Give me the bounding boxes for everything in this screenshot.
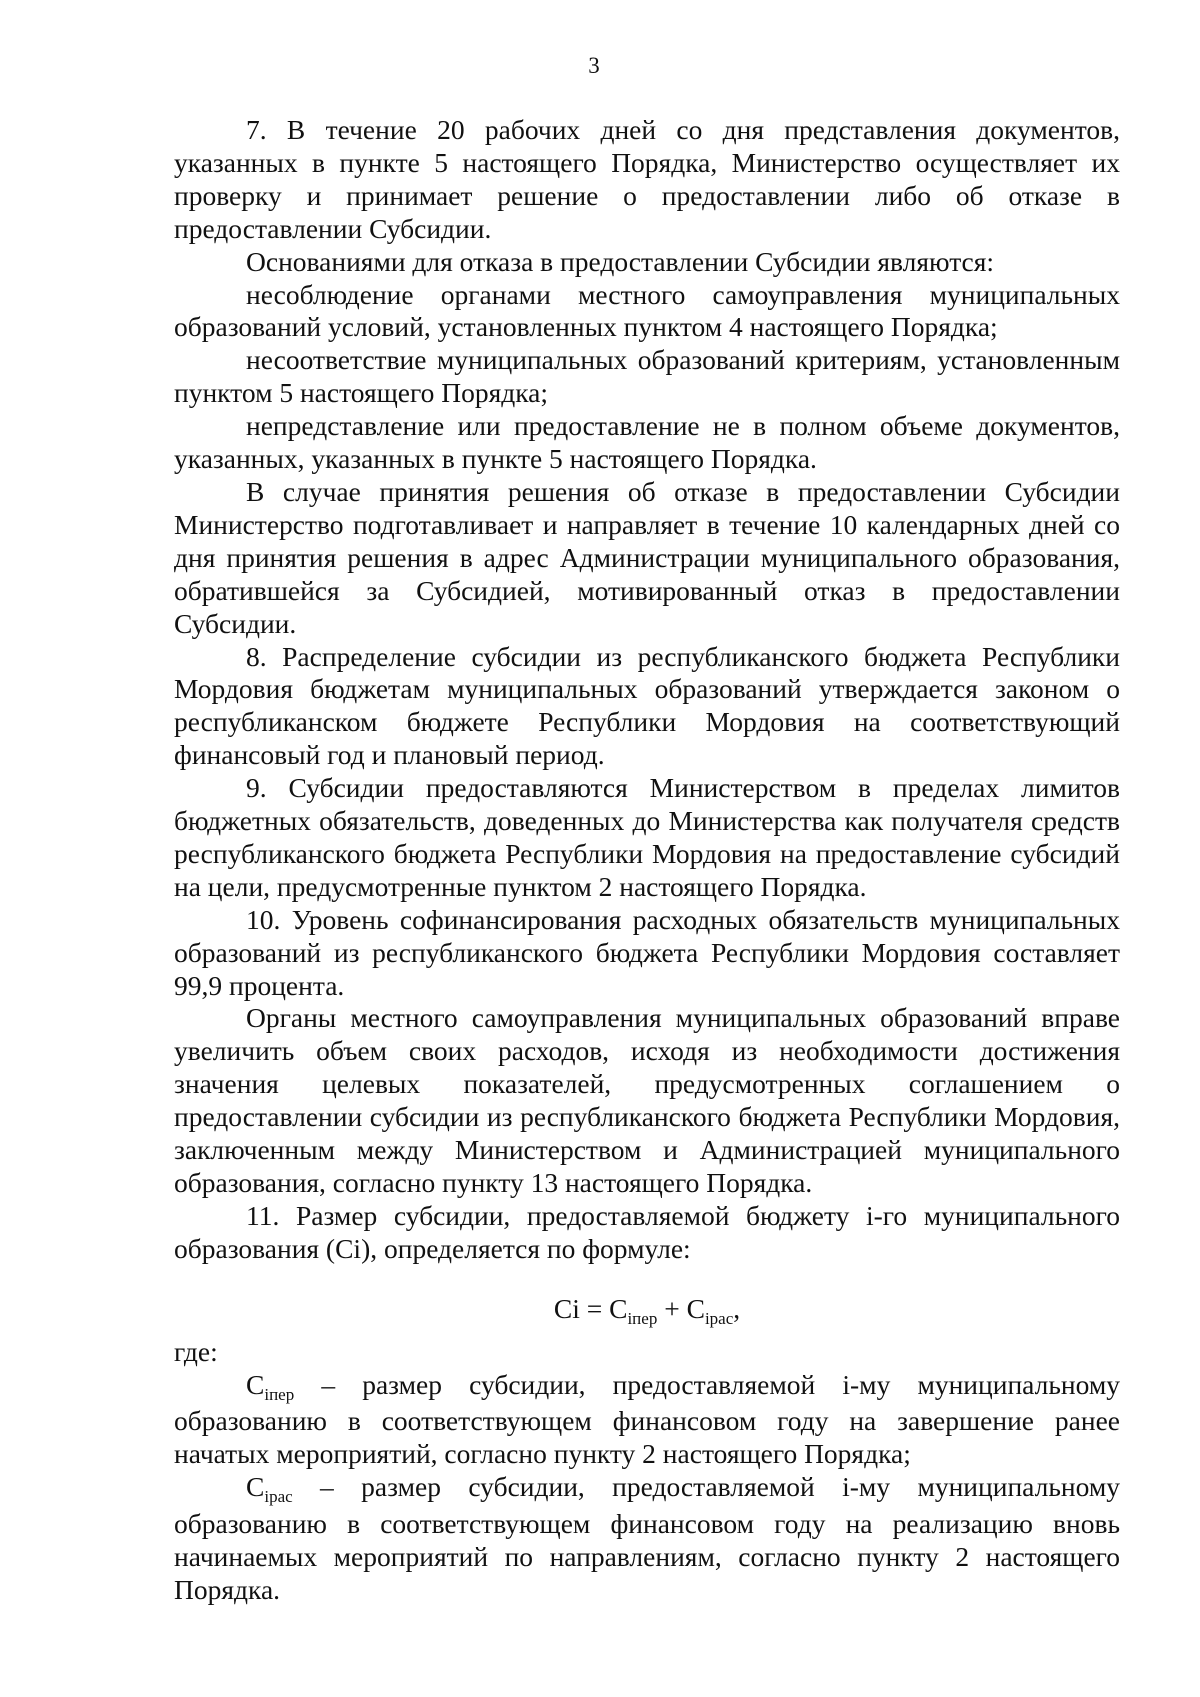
paragraph-7-refusal: В случае принятия решения об отказе в предоставлении Субсидии Министерство подготавливает и направляет в течение 10 календарных дней со дня принятия решения в адрес Администрации муниципального образования, обратившейся за Субсидией, мотивированный отказ в предоставлении Субсидии. <box>174 475 1120 639</box>
paragraph-9: 9. Субсидии предоставляются Министерством в пределах лимитов бюджетных обязательств, доведенных до Министерства как получателя средств республиканского бюджета Республики Мордовия на предоставление субсидий на цели, предусмотренные пунктом 2 настоящего Порядка. <box>174 772 1120 902</box>
paragraph-7-ground-2: несоответствие муниципальных образований критериям, установленным пунктом 5 настоящего Порядка; <box>174 344 1120 409</box>
paragraph-7-grounds-intro: Основаниями для отказа в предоставлении Субсидии являются: <box>246 245 995 277</box>
paragraph-7-ground-1: несоблюдение органами местного самоуправления муниципальных образований условий, установленных пунктом 4 настоящего Порядка; <box>174 278 1120 343</box>
formula-sub-1: iпер <box>627 1308 658 1328</box>
definition-1-text: – размер субсидии, предоставляемой i-му муниципальному образованию в соответствующем финансовом году на завершение ранее начатых мероприятий, согласно пункту 2 настоящего Порядка; <box>174 1368 1120 1470</box>
definition-2-symbol: C <box>246 1471 265 1503</box>
paragraph-7: 7. В течение 20 рабочих дней со дня представления документов, указанных в пункте 5 настоящего Порядка, Министерство осуществляет их проверку и принимает решение о предоставлении либо об отказе в предоставлении Субсидии. <box>174 114 1120 244</box>
formula-plus: + C <box>657 1292 705 1324</box>
definition-2-subscript: iрас <box>264 1487 293 1507</box>
paragraph-10-local-bodies: Органы местного самоуправления муниципальных образований вправе увеличить объем своих расходов, исходя из необходимости достижения значения целевых показателей, предусмотренных соглашением о предоставлении субсидии из республиканского бюджета Республики Мордовия, заключенным между Министерством и Администрацией муниципального образования, согласно пункту 13 настоящего Порядка. <box>174 1002 1120 1198</box>
definition-1-subscript: iпер <box>264 1384 295 1404</box>
formula-sub-2: iрас <box>704 1308 734 1328</box>
subsidy-formula <box>174 1293 1120 1330</box>
paragraph-10: 10. Уровень софинансирования расходных обязательств муниципальных образований из республиканского бюджета Республики Мордовия составляет 99,9 процента. <box>174 903 1120 1001</box>
definition-2-text: – размер субсидии, предоставляемой i-му муниципальному образованию в соответствующем финансовом году на реализацию вновь начинаемых мероприятий по направлениям, согласно пункту 2 настоящего Порядка. <box>174 1471 1120 1605</box>
definition-1 <box>174 1369 1120 1472</box>
page-number: 3 <box>588 53 600 78</box>
definition-2 <box>174 1471 1120 1607</box>
paragraph-11: 11. Размер субсидии, предоставляемой бюджету i-го муниципального образования (Ci), определяется по формуле: <box>174 1199 1120 1264</box>
formula-tail: , <box>733 1292 741 1324</box>
where-label: где: <box>174 1335 218 1367</box>
paragraph-8: 8. Распределение субсидии из республиканского бюджета Республики Мордовия бюджетам муниципальных образований утверждается законом о республиканском бюджете Республики Мордовия на соответствующий финансовый год и плановый период. <box>174 640 1120 771</box>
definition-1-symbol: C <box>246 1368 265 1400</box>
document-body <box>174 114 1120 1607</box>
formula-lhs: Ci = C <box>553 1292 628 1324</box>
paragraph-7-ground-3: непредставление или предоставление не в полном объеме документов, указанных, указанных в пункте 5 настоящего Порядка. <box>174 410 1120 475</box>
